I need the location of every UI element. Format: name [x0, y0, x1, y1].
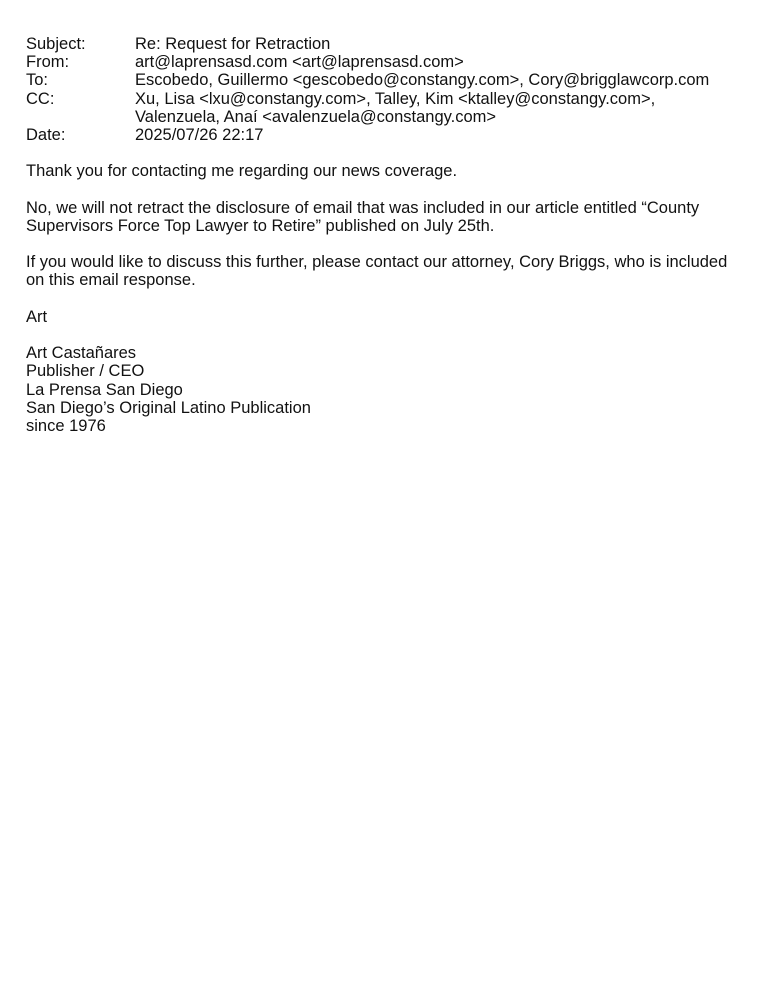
subject-row — [26, 35, 746, 53]
to-label: To: — [26, 71, 49, 90]
date-label: Date: — [26, 126, 66, 145]
from-row — [26, 53, 746, 71]
cc-value-line-1: Xu, Lisa <lxu@constangy.com>, Talley, Kim <ktalley@constangy.com>, — [135, 89, 656, 108]
body-paragraph-refusal-line-2: Supervisors Force Top Lawyer to Retire” published on July 25th. — [26, 216, 495, 235]
cc-row — [26, 90, 746, 126]
to-row — [26, 71, 746, 89]
body-paragraph-thanks: Thank you for contacting me regarding our news coverage. — [26, 162, 458, 181]
signature-block — [26, 344, 746, 435]
body-closing: Art — [26, 307, 48, 326]
email-header — [26, 35, 746, 144]
body-paragraph-contact-line-2: on this email response. — [26, 271, 196, 290]
cc-label: CC: — [26, 89, 55, 108]
subject-label: Subject: — [26, 35, 86, 53]
body-paragraph-refusal-line-1: No, we will not retract the disclosure of email that was included in our article entitled “County — [26, 198, 700, 217]
body-paragraph-contact — [26, 253, 746, 289]
signature-title: Publisher / CEO — [26, 362, 145, 381]
email-body — [26, 162, 746, 435]
cc-value — [135, 90, 746, 126]
body-paragraph-contact-line-1: If you would like to discuss this further, please contact our attorney, Cory Briggs, who is included — [26, 253, 728, 272]
date-value: 2025/07/26 22:17 — [135, 126, 264, 145]
signature-name: Art Castañares — [26, 344, 137, 363]
from-value: art@laprensasd.com <art@laprensasd.com> — [135, 53, 464, 72]
subject-value: Re: Request for Retraction — [135, 35, 331, 53]
signature-tagline: San Diego’s Original Latino Publication — [26, 398, 311, 417]
signature-organization: La Prensa San Diego — [26, 380, 183, 399]
email-printout — [26, 35, 746, 435]
date-row — [26, 126, 746, 144]
from-label: From: — [26, 53, 70, 72]
to-value: Escobedo, Guillermo <gescobedo@constangy.com>, Cory@brigglawcorp.com — [135, 71, 710, 90]
signature-since: since 1976 — [26, 417, 106, 435]
body-paragraph-refusal — [26, 199, 746, 235]
cc-value-line-2: Valenzuela, Anaí <avalenzuela@constangy.com> — [135, 107, 497, 126]
